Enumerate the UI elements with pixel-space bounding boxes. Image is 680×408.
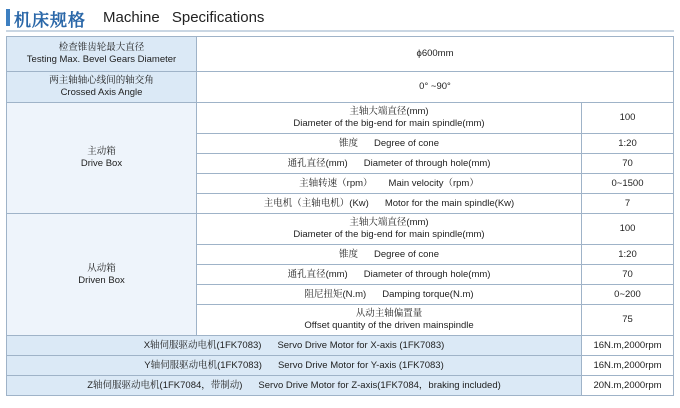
header-accent-bar xyxy=(6,9,10,26)
value-cell: ϕ600mm xyxy=(197,37,674,72)
servo-en: Servo Drive Motor for Y-axis (1FK7083) xyxy=(277,359,444,371)
item-value: 0~200 xyxy=(582,285,674,305)
item-zh: 从动主轴偏置量 xyxy=(355,308,423,319)
item-value: 70 xyxy=(582,265,674,285)
item-en: Diameter of the big-end for main spindle(mm) xyxy=(293,229,485,240)
item-zh: 主轴大端直径(mm) xyxy=(349,217,429,228)
servo-label xyxy=(7,356,582,376)
label-cell xyxy=(7,37,197,72)
item-value: 75 xyxy=(582,305,674,336)
item-value: 100 xyxy=(582,103,674,134)
servo-label xyxy=(7,336,582,356)
servo-value: 16N.m,2000rpm xyxy=(582,336,674,356)
group-zh: 主动箱 xyxy=(87,146,116,157)
drive-row xyxy=(7,103,674,134)
item-cell xyxy=(197,103,582,134)
item-value: 100 xyxy=(582,214,674,245)
page-header xyxy=(0,0,680,36)
header-title-en: Machine Specifications xyxy=(103,9,265,26)
header-divider xyxy=(6,30,674,32)
group-en: Drive Box xyxy=(80,158,123,169)
item-zh: 锥度 xyxy=(339,137,359,149)
item-cell xyxy=(197,285,582,305)
item-cell xyxy=(197,174,582,194)
label-en: Testing Max. Bevel Gears Diameter xyxy=(26,54,177,65)
item-cell xyxy=(197,245,582,265)
servo-value: 16N.m,2000rpm xyxy=(582,356,674,376)
header-title-zh: 机床规格 xyxy=(14,11,86,30)
item-en: Motor for the main spindle(Kw) xyxy=(384,197,515,209)
item-en: Damping torque(N.m) xyxy=(382,288,474,300)
item-value: 0~1500 xyxy=(582,174,674,194)
spec-row-max-gear xyxy=(7,37,674,72)
label-zh: 两主轴轴心线间的轴交角 xyxy=(49,75,154,86)
item-en: Diameter of through hole(mm) xyxy=(363,268,491,280)
driven-box-label xyxy=(7,214,197,336)
label-zh: 检查锥齿轮最大直径 xyxy=(58,42,145,53)
item-cell xyxy=(197,214,582,245)
item-zh: 通孔直径(mm) xyxy=(287,157,348,169)
servo-label xyxy=(7,376,582,396)
item-en: Main velocity（rpm） xyxy=(388,177,479,189)
item-cell xyxy=(197,154,582,174)
servo-value: 20N.m,2000rpm xyxy=(582,376,674,396)
item-en: Offset quantity of the driven mainspindle xyxy=(304,320,474,331)
value-cell: 0° ~90° xyxy=(197,72,674,103)
item-en: Degree of cone xyxy=(374,248,439,260)
item-zh: 主电机（主轴电机）(Kw) xyxy=(263,197,369,209)
item-cell xyxy=(197,265,582,285)
spec-row-crossed-axis xyxy=(7,72,674,103)
servo-row-z xyxy=(7,376,674,396)
item-value: 1:20 xyxy=(582,245,674,265)
item-cell xyxy=(197,194,582,214)
driven-row xyxy=(7,214,674,245)
group-zh: 从动箱 xyxy=(87,262,116,274)
drive-box-label xyxy=(7,103,197,214)
group-en: Driven Box xyxy=(78,274,125,286)
servo-row-x xyxy=(7,336,674,356)
item-value: 70 xyxy=(582,154,674,174)
item-zh: 阻尼扭矩(N.m) xyxy=(304,288,367,300)
item-zh: 主轴转速（rpm） xyxy=(299,177,373,189)
label-en: Crossed Axis Angle xyxy=(60,87,143,98)
item-value: 1:20 xyxy=(582,134,674,154)
item-en: Diameter of the big-end for main spindle(mm) xyxy=(293,118,485,129)
item-cell xyxy=(197,305,582,336)
servo-row-y xyxy=(7,356,674,376)
spec-table xyxy=(6,36,674,396)
item-cell xyxy=(197,134,582,154)
item-zh: 通孔直径(mm) xyxy=(287,268,348,280)
servo-zh: X轴伺服驱动电机(1FK7083) xyxy=(143,339,262,351)
servo-en: Servo Drive Motor for Z-axis(1FK7084，braking included) xyxy=(258,379,501,391)
item-en: Diameter of through hole(mm) xyxy=(363,157,491,169)
item-value: 7 xyxy=(582,194,674,214)
label-cell xyxy=(7,72,197,103)
item-zh: 主轴大端直径(mm) xyxy=(349,106,429,117)
item-zh: 锥度 xyxy=(339,248,359,260)
servo-zh: Y轴伺服驱动电机(1FK7083) xyxy=(144,359,262,371)
item-en: Degree of cone xyxy=(374,137,439,149)
servo-zh: Z轴伺服驱动电机(1FK7084，带制动) xyxy=(87,379,243,391)
servo-en: Servo Drive Motor for X-axis (1FK7083) xyxy=(277,339,445,351)
